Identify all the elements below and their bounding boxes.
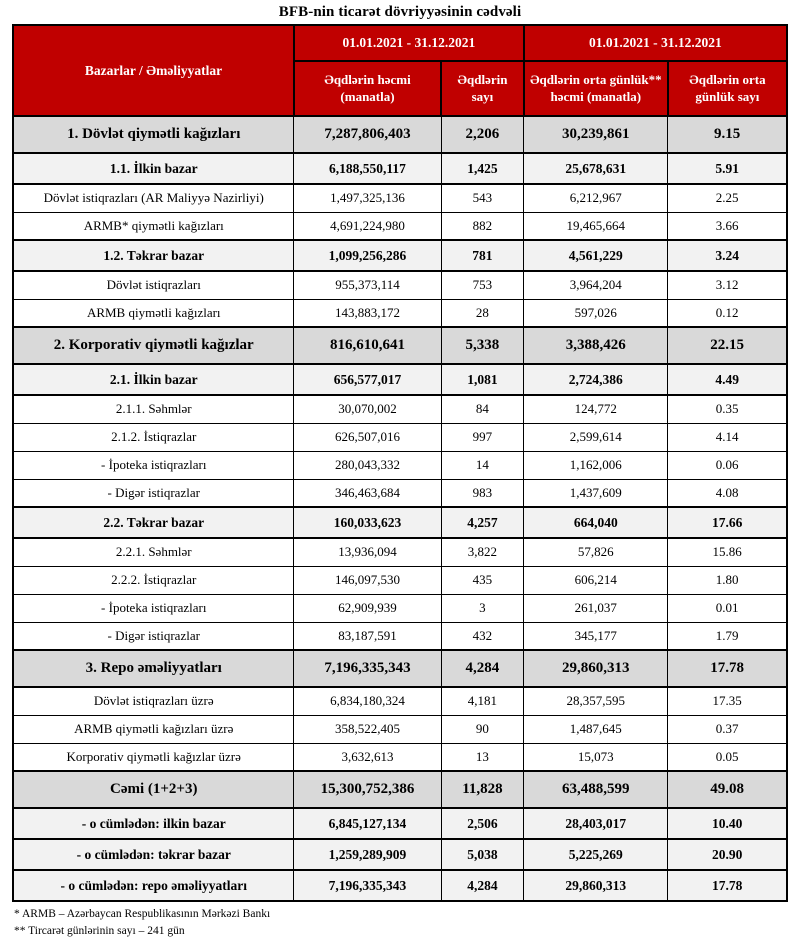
table-body: [13, 116, 787, 901]
table-row: [13, 839, 787, 870]
row-value: 2,599,614: [524, 423, 668, 451]
row-value: 124,772: [524, 395, 668, 423]
row-value: 4,181: [441, 687, 524, 715]
row-value: 1,425: [441, 153, 524, 184]
row-value: 3,632,613: [294, 743, 441, 771]
row-value: 22.15: [668, 327, 787, 364]
table-row: [13, 299, 787, 327]
row-value: 28,403,017: [524, 808, 668, 839]
row-value: 11,828: [441, 771, 524, 808]
row-value: 14: [441, 451, 524, 479]
row-value: 5,338: [441, 327, 524, 364]
row-value: 5,038: [441, 839, 524, 870]
row-value: 656,577,017: [294, 364, 441, 395]
row-value: 30,239,861: [524, 116, 668, 153]
row-value: 261,037: [524, 594, 668, 622]
row-value: 432: [441, 622, 524, 650]
row-label: - Digər istiqrazlar: [13, 479, 294, 507]
row-label: Dövlət istiqrazları üzrə: [13, 687, 294, 715]
row-value: 2,206: [441, 116, 524, 153]
row-label: 2. Korporativ qiymətli kağızlar: [13, 327, 294, 364]
row-label: - o cümlədən: repo əməliyyatları: [13, 870, 294, 901]
table-row: [13, 479, 787, 507]
row-value: 17.78: [668, 650, 787, 687]
row-value: 0.06: [668, 451, 787, 479]
row-value: 25,678,631: [524, 153, 668, 184]
row-label: - İpoteka istiqrazları: [13, 451, 294, 479]
row-value: 1,081: [441, 364, 524, 395]
row-value: 4,691,224,980: [294, 212, 441, 240]
header-markets-operations: Bazarlar / Əməliyyatlar: [13, 25, 294, 116]
row-value: 2.25: [668, 184, 787, 212]
row-value: 17.78: [668, 870, 787, 901]
table-row: [13, 116, 787, 153]
row-label: 3. Repo əməliyyatları: [13, 650, 294, 687]
row-value: 4,561,229: [524, 240, 668, 271]
table-row: [13, 650, 787, 687]
row-value: 83,187,591: [294, 622, 441, 650]
row-value: 6,212,967: [524, 184, 668, 212]
row-value: 13,936,094: [294, 538, 441, 566]
row-value: 20.90: [668, 839, 787, 870]
row-label: ARMB qiymətli kağızları üzrə: [13, 715, 294, 743]
row-label: 2.2.2. İstiqrazlar: [13, 566, 294, 594]
row-value: 19,465,664: [524, 212, 668, 240]
row-value: 2,506: [441, 808, 524, 839]
row-value: 4,284: [441, 650, 524, 687]
row-label: Dövlət istiqrazları (AR Maliyyə Nazirliyi): [13, 184, 294, 212]
row-value: 143,883,172: [294, 299, 441, 327]
row-value: 49.08: [668, 771, 787, 808]
row-value: 606,214: [524, 566, 668, 594]
row-value: 90: [441, 715, 524, 743]
row-value: 5,225,269: [524, 839, 668, 870]
row-label: 1. Dövlət qiymətli kağızları: [13, 116, 294, 153]
row-value: 57,826: [524, 538, 668, 566]
table-row: [13, 687, 787, 715]
row-value: 753: [441, 271, 524, 299]
table-row: [13, 771, 787, 808]
header-deal-volume: Əqdlərin həcmi (manatla): [294, 61, 441, 116]
row-value: 4,284: [441, 870, 524, 901]
row-value: 0.35: [668, 395, 787, 423]
table-row: [13, 870, 787, 901]
header-deal-count: Əqdlərin sayı: [441, 61, 524, 116]
row-value: 664,040: [524, 507, 668, 538]
row-label: Dövlət istiqrazları: [13, 271, 294, 299]
row-value: 160,033,623: [294, 507, 441, 538]
row-value: 10.40: [668, 808, 787, 839]
table-row: [13, 395, 787, 423]
row-value: 3.12: [668, 271, 787, 299]
row-value: 5.91: [668, 153, 787, 184]
row-value: 1,259,289,909: [294, 839, 441, 870]
row-label: - o cümlədən: təkrar bazar: [13, 839, 294, 870]
row-label: 2.1.2. İstiqrazlar: [13, 423, 294, 451]
row-value: 62,909,939: [294, 594, 441, 622]
row-value: 543: [441, 184, 524, 212]
row-value: 597,026: [524, 299, 668, 327]
header-period-right: 01.01.2021 - 31.12.2021: [524, 25, 787, 61]
footnote-trading-days: ** Tircarət günlərinin sayı – 241 gün: [14, 924, 185, 937]
row-value: 280,043,332: [294, 451, 441, 479]
row-value: 146,097,530: [294, 566, 441, 594]
row-value: 0.01: [668, 594, 787, 622]
row-value: 6,834,180,324: [294, 687, 441, 715]
row-value: 1,497,325,136: [294, 184, 441, 212]
row-value: 7,196,335,343: [294, 650, 441, 687]
table-row: [13, 364, 787, 395]
row-value: 4.49: [668, 364, 787, 395]
page-title: BFB-nin ticarət dövriyyəsinin cədvəli: [278, 4, 522, 20]
row-label: 2.2.1. Səhmlər: [13, 538, 294, 566]
row-value: 17.35: [668, 687, 787, 715]
row-label: - İpoteka istiqrazları: [13, 594, 294, 622]
row-value: 4.14: [668, 423, 787, 451]
row-value: 30,070,002: [294, 395, 441, 423]
row-value: 28: [441, 299, 524, 327]
row-label: ARMB qiymətli kağızları: [13, 299, 294, 327]
table-row: [13, 808, 787, 839]
turnover-table: [12, 24, 788, 902]
row-value: 3,822: [441, 538, 524, 566]
table-row: [13, 212, 787, 240]
table-row: [13, 153, 787, 184]
row-value: 2,724,386: [524, 364, 668, 395]
row-label: 1.2. Təkrar bazar: [13, 240, 294, 271]
row-label: Korporativ qiymətli kağızlar üzrə: [13, 743, 294, 771]
row-value: 15,300,752,386: [294, 771, 441, 808]
row-label: 1.1. İlkin bazar: [13, 153, 294, 184]
header-period-row: [13, 25, 787, 61]
row-value: 28,357,595: [524, 687, 668, 715]
row-label: 2.1.1. Səhmlər: [13, 395, 294, 423]
row-value: 346,463,684: [294, 479, 441, 507]
row-value: 0.37: [668, 715, 787, 743]
table-row: [13, 622, 787, 650]
row-value: 63,488,599: [524, 771, 668, 808]
header-avg-daily-count: Əqdlərin orta günlük sayı: [668, 61, 787, 116]
row-value: 13: [441, 743, 524, 771]
row-value: 1,162,006: [524, 451, 668, 479]
row-value: 955,373,114: [294, 271, 441, 299]
row-value: 1.80: [668, 566, 787, 594]
table-row: [13, 507, 787, 538]
row-value: 816,610,641: [294, 327, 441, 364]
row-value: 358,522,405: [294, 715, 441, 743]
row-value: 626,507,016: [294, 423, 441, 451]
table-row: [13, 715, 787, 743]
row-value: 0.12: [668, 299, 787, 327]
row-value: 17.66: [668, 507, 787, 538]
row-value: 1,487,645: [524, 715, 668, 743]
row-value: 983: [441, 479, 524, 507]
table-row: [13, 566, 787, 594]
row-label: - Digər istiqrazlar: [13, 622, 294, 650]
row-value: 882: [441, 212, 524, 240]
row-value: 7,287,806,403: [294, 116, 441, 153]
row-value: 4,257: [441, 507, 524, 538]
table-row: [13, 538, 787, 566]
row-value: 1.79: [668, 622, 787, 650]
table-row: [13, 451, 787, 479]
row-label: Cəmi (1+2+3): [13, 771, 294, 808]
row-label: 2.1. İlkin bazar: [13, 364, 294, 395]
row-value: 7,196,335,343: [294, 870, 441, 901]
table-row: [13, 327, 787, 364]
header-avg-daily-volume: Əqdlərin orta günlük** həcmi (manatla): [524, 61, 668, 116]
table-header: [13, 25, 787, 116]
row-label: - o cümlədən: ilkin bazar: [13, 808, 294, 839]
row-value: 3.66: [668, 212, 787, 240]
row-value: 4.08: [668, 479, 787, 507]
row-value: 0.05: [668, 743, 787, 771]
row-label: ARMB* qiymətli kağızları: [13, 212, 294, 240]
row-value: 6,845,127,134: [294, 808, 441, 839]
row-value: 781: [441, 240, 524, 271]
row-value: 15,073: [524, 743, 668, 771]
row-value: 3,964,204: [524, 271, 668, 299]
row-value: 1,099,256,286: [294, 240, 441, 271]
row-value: 3,388,426: [524, 327, 668, 364]
row-value: 3.24: [668, 240, 787, 271]
row-value: 29,860,313: [524, 650, 668, 687]
row-value: 15.86: [668, 538, 787, 566]
row-value: 9.15: [668, 116, 787, 153]
row-value: 84: [441, 395, 524, 423]
table-row: [13, 594, 787, 622]
row-value: 345,177: [524, 622, 668, 650]
row-value: 29,860,313: [524, 870, 668, 901]
table-row: [13, 240, 787, 271]
row-value: 3: [441, 594, 524, 622]
table-row: [13, 184, 787, 212]
row-value: 6,188,550,117: [294, 153, 441, 184]
row-value: 997: [441, 423, 524, 451]
footnotes: [12, 906, 788, 939]
header-period-left: 01.01.2021 - 31.12.2021: [294, 25, 524, 61]
row-value: 435: [441, 566, 524, 594]
row-value: 1,437,609: [524, 479, 668, 507]
table-row: [13, 271, 787, 299]
table-row: [13, 423, 787, 451]
table-row: [13, 743, 787, 771]
row-label: 2.2. Təkrar bazar: [13, 507, 294, 538]
footnote-armb: * ARMB – Azərbaycan Respublikasının Mərkəzi Bankı: [14, 908, 271, 920]
